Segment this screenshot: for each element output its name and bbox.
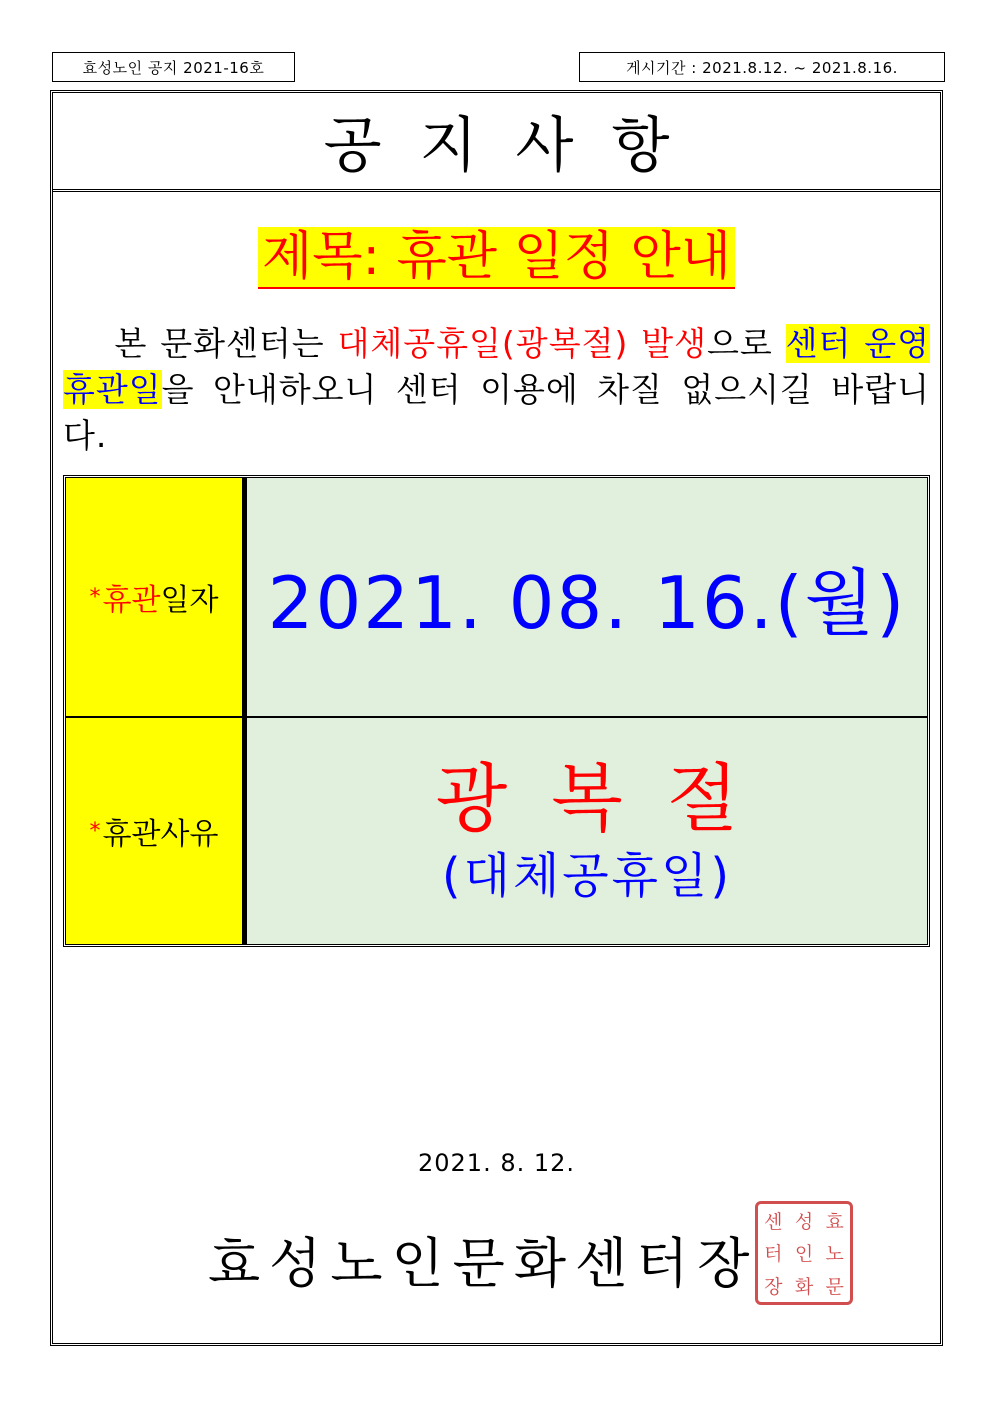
- table-row-reason: [66, 718, 927, 944]
- seal-glyph: 성: [794, 1210, 814, 1233]
- closure-date-value: 2021. 08. 16.(월): [267, 561, 907, 645]
- notice-number: 효성노인 공지 2021-16호: [52, 52, 295, 82]
- notice-frame: [50, 90, 943, 1346]
- closure-reason-value: 광복절: [435, 756, 783, 842]
- seal-glyph: 노: [825, 1243, 844, 1266]
- seal-glyph: 터: [764, 1243, 783, 1266]
- seal-glyph: 인: [794, 1243, 814, 1266]
- official-seal-stamp: [755, 1201, 853, 1305]
- asterisk-mark: *: [89, 584, 101, 610]
- issue-date: 2021. 8. 12.: [417, 1149, 576, 1177]
- page-title: 공지사항: [323, 111, 708, 181]
- closure-reason-label: [66, 718, 247, 944]
- seal-glyph: 효: [825, 1210, 844, 1233]
- reason-label-text: 휴관사유: [102, 817, 219, 852]
- body-paragraph: [63, 321, 930, 459]
- closure-reason-cell: [247, 718, 927, 944]
- label-black-part: 일자: [160, 583, 219, 618]
- seal-glyph: 센: [764, 1210, 783, 1233]
- body-text-3: 으로: [706, 324, 786, 363]
- closure-date-label: [66, 478, 247, 716]
- body-text-5: 을 안내하오니 센터 이용에 차질 없으시길 바랍니다.: [63, 370, 930, 455]
- seal-glyph: 문: [825, 1276, 844, 1299]
- body-text-closure: 센터 운영 휴관일: [63, 324, 930, 409]
- signatory: 효성노인문화센터장: [208, 1232, 759, 1295]
- closure-date-cell: [247, 478, 927, 716]
- label-red-part: 휴관: [102, 583, 161, 618]
- subject-row: [53, 227, 940, 289]
- title-row: [53, 93, 940, 192]
- closure-reason-subtext: (대체공휴일): [441, 848, 733, 904]
- closure-table: [63, 475, 930, 947]
- body-text-1: 본 문화센터는: [114, 324, 338, 363]
- seal-glyph: 장: [764, 1276, 783, 1299]
- seal-glyph: 화: [794, 1276, 814, 1299]
- subject-heading: 제목: 휴관 일정 안내: [258, 227, 735, 289]
- asterisk-mark: *: [89, 818, 101, 844]
- posting-period: 게시기간 : 2021.8.12. ~ 2021.8.16.: [579, 52, 945, 82]
- table-row-date: [66, 478, 927, 718]
- body-text-holiday: 대체공휴일(광복절) 발생: [337, 324, 707, 363]
